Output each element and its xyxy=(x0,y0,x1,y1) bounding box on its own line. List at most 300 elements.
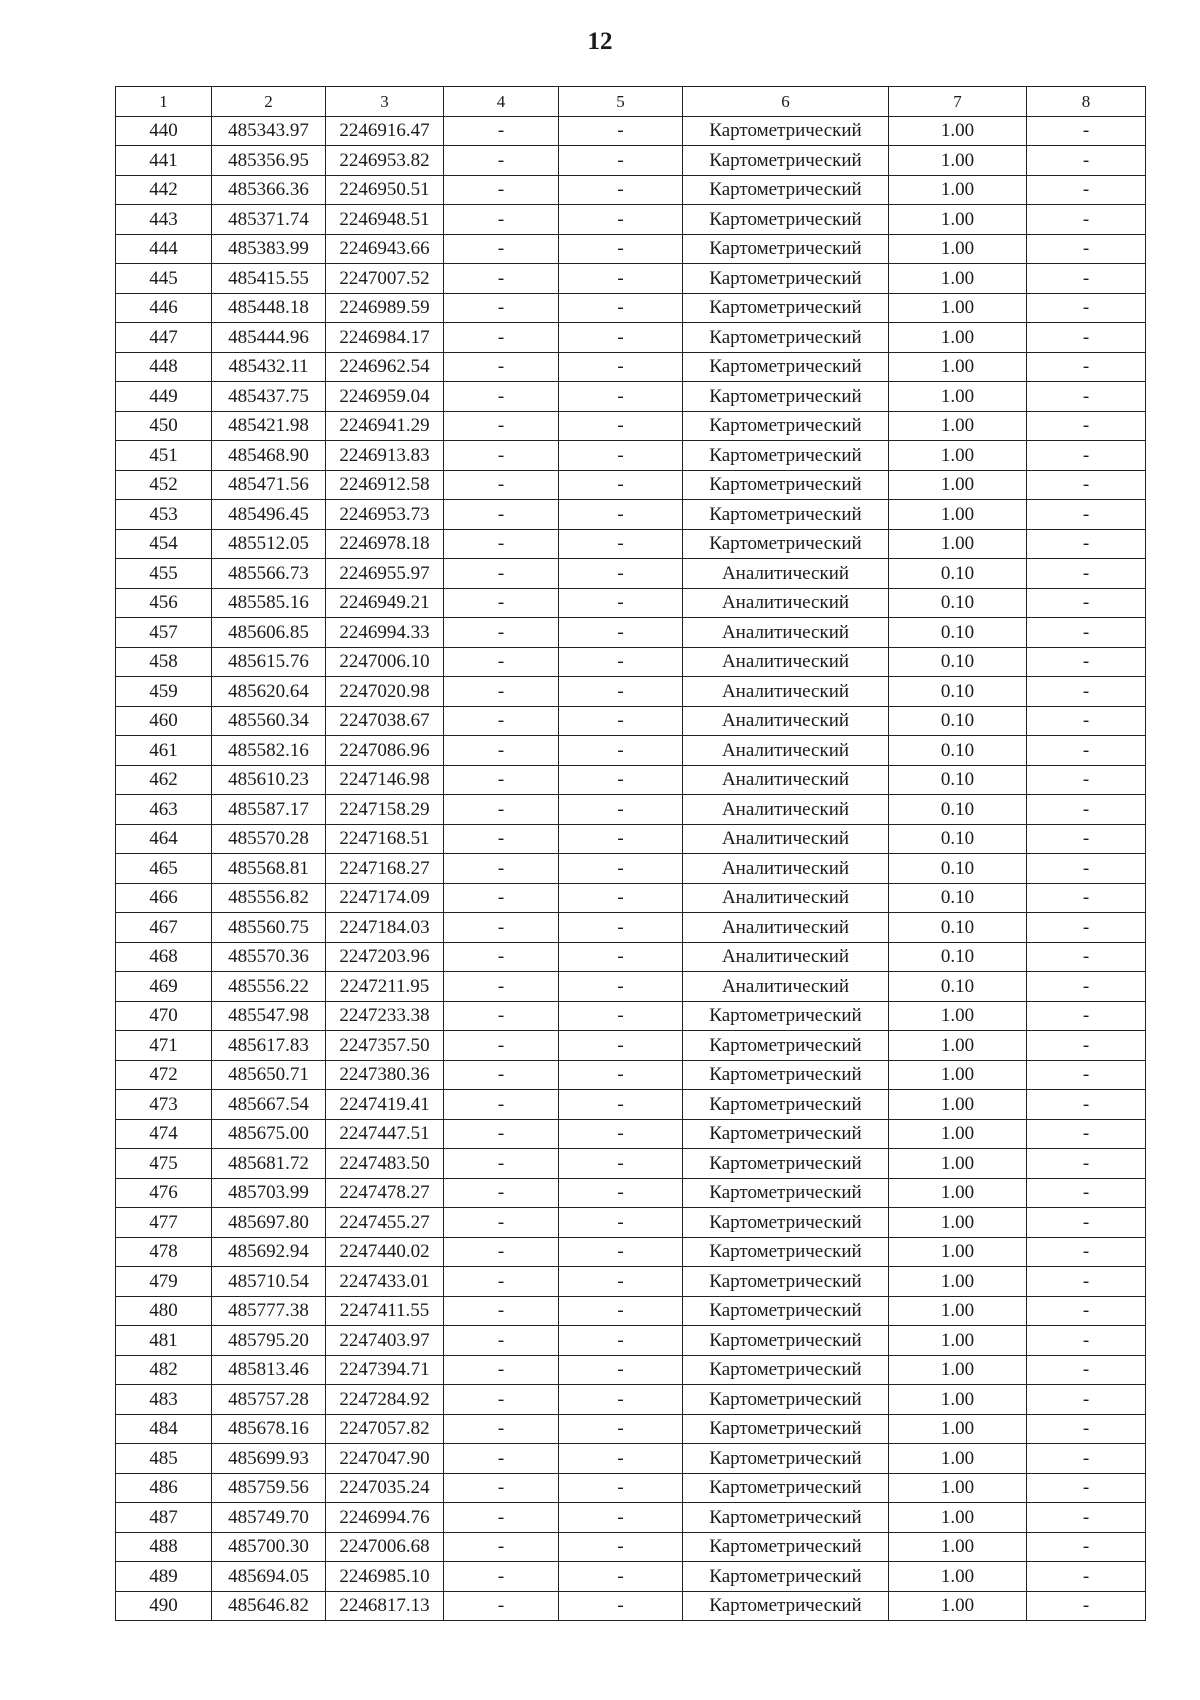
method-cell: Картометрический xyxy=(683,1503,889,1533)
table-row xyxy=(116,1591,1146,1621)
col-4-cell: - xyxy=(444,382,559,412)
col-4-cell: - xyxy=(444,470,559,500)
table-row xyxy=(116,441,1146,471)
col-4-cell: - xyxy=(444,736,559,766)
col-8-cell: - xyxy=(1027,1090,1146,1120)
table-row xyxy=(116,588,1146,618)
col-4-cell: - xyxy=(444,1385,559,1415)
x-coordinate: 485749.70 xyxy=(212,1503,326,1533)
point-number: 444 xyxy=(116,234,212,264)
col-5-cell: - xyxy=(559,1591,683,1621)
method-cell: Картометрический xyxy=(683,1532,889,1562)
table-row xyxy=(116,1385,1146,1415)
x-coordinate: 485556.82 xyxy=(212,883,326,913)
point-number: 443 xyxy=(116,205,212,235)
col-4-cell: - xyxy=(444,1473,559,1503)
col-8-cell: - xyxy=(1027,647,1146,677)
col-5-cell: - xyxy=(559,352,683,382)
col-8-cell: - xyxy=(1027,1473,1146,1503)
col-5-cell: - xyxy=(559,765,683,795)
y-coordinate: 2247411.55 xyxy=(326,1296,444,1326)
accuracy-cell: 0.10 xyxy=(889,913,1027,943)
point-number: 475 xyxy=(116,1149,212,1179)
point-number: 467 xyxy=(116,913,212,943)
table-row xyxy=(116,234,1146,264)
col-8-cell: - xyxy=(1027,736,1146,766)
method-cell: Аналитический xyxy=(683,706,889,736)
method-cell: Аналитический xyxy=(683,647,889,677)
col-8-cell: - xyxy=(1027,529,1146,559)
accuracy-cell: 1.00 xyxy=(889,382,1027,412)
col-4-cell: - xyxy=(444,293,559,323)
x-coordinate: 485383.99 xyxy=(212,234,326,264)
y-coordinate: 2247057.82 xyxy=(326,1414,444,1444)
x-coordinate: 485617.83 xyxy=(212,1031,326,1061)
col-4-cell: - xyxy=(444,1149,559,1179)
col-8-cell: - xyxy=(1027,1119,1146,1149)
table-row xyxy=(116,1149,1146,1179)
y-coordinate: 2246912.58 xyxy=(326,470,444,500)
col-4-cell: - xyxy=(444,529,559,559)
x-coordinate: 485813.46 xyxy=(212,1355,326,1385)
col-8-cell: - xyxy=(1027,677,1146,707)
method-cell: Картометрический xyxy=(683,411,889,441)
col-5-cell: - xyxy=(559,736,683,766)
accuracy-cell: 0.10 xyxy=(889,765,1027,795)
col-5-cell: - xyxy=(559,1178,683,1208)
method-cell: Картометрический xyxy=(683,1237,889,1267)
x-coordinate: 485415.55 xyxy=(212,264,326,294)
table-row xyxy=(116,352,1146,382)
accuracy-cell: 1.00 xyxy=(889,1562,1027,1592)
accuracy-cell: 1.00 xyxy=(889,293,1027,323)
col-4-cell: - xyxy=(444,500,559,530)
accuracy-cell: 1.00 xyxy=(889,116,1027,146)
method-cell: Картометрический xyxy=(683,264,889,294)
col-8-cell: - xyxy=(1027,352,1146,382)
col-8-cell: - xyxy=(1027,1001,1146,1031)
col-5-cell: - xyxy=(559,264,683,294)
method-cell: Картометрический xyxy=(683,441,889,471)
accuracy-cell: 1.00 xyxy=(889,205,1027,235)
column-header: 3 xyxy=(326,87,444,117)
col-4-cell: - xyxy=(444,323,559,353)
col-8-cell: - xyxy=(1027,1414,1146,1444)
accuracy-cell: 0.10 xyxy=(889,736,1027,766)
col-5-cell: - xyxy=(559,234,683,264)
y-coordinate: 2247174.09 xyxy=(326,883,444,913)
y-coordinate: 2247455.27 xyxy=(326,1208,444,1238)
col-5-cell: - xyxy=(559,500,683,530)
x-coordinate: 485570.28 xyxy=(212,824,326,854)
x-coordinate: 485366.36 xyxy=(212,175,326,205)
table-row xyxy=(116,1503,1146,1533)
y-coordinate: 2247038.67 xyxy=(326,706,444,736)
y-coordinate: 2246953.82 xyxy=(326,146,444,176)
accuracy-cell: 1.00 xyxy=(889,1503,1027,1533)
table-row xyxy=(116,205,1146,235)
point-number: 460 xyxy=(116,706,212,736)
x-coordinate: 485777.38 xyxy=(212,1296,326,1326)
col-5-cell: - xyxy=(559,1208,683,1238)
x-coordinate: 485757.28 xyxy=(212,1385,326,1415)
col-8-cell: - xyxy=(1027,618,1146,648)
point-number: 466 xyxy=(116,883,212,913)
y-coordinate: 2246994.33 xyxy=(326,618,444,648)
point-number: 484 xyxy=(116,1414,212,1444)
point-number: 488 xyxy=(116,1532,212,1562)
table-row xyxy=(116,1267,1146,1297)
table-row xyxy=(116,647,1146,677)
y-coordinate: 2247168.51 xyxy=(326,824,444,854)
method-cell: Картометрический xyxy=(683,1562,889,1592)
x-coordinate: 485606.85 xyxy=(212,618,326,648)
method-cell: Картометрический xyxy=(683,146,889,176)
x-coordinate: 485697.80 xyxy=(212,1208,326,1238)
col-4-cell: - xyxy=(444,1090,559,1120)
point-number: 474 xyxy=(116,1119,212,1149)
method-cell: Картометрический xyxy=(683,1001,889,1031)
method-cell: Картометрический xyxy=(683,382,889,412)
accuracy-cell: 1.00 xyxy=(889,264,1027,294)
x-coordinate: 485681.72 xyxy=(212,1149,326,1179)
column-header: 4 xyxy=(444,87,559,117)
col-5-cell: - xyxy=(559,795,683,825)
y-coordinate: 2247035.24 xyxy=(326,1473,444,1503)
point-number: 463 xyxy=(116,795,212,825)
col-4-cell: - xyxy=(444,116,559,146)
method-cell: Картометрический xyxy=(683,1031,889,1061)
col-5-cell: - xyxy=(559,411,683,441)
col-5-cell: - xyxy=(559,559,683,589)
col-8-cell: - xyxy=(1027,824,1146,854)
x-coordinate: 485448.18 xyxy=(212,293,326,323)
y-coordinate: 2247203.96 xyxy=(326,942,444,972)
x-coordinate: 485667.54 xyxy=(212,1090,326,1120)
x-coordinate: 485356.95 xyxy=(212,146,326,176)
x-coordinate: 485620.64 xyxy=(212,677,326,707)
y-coordinate: 2247478.27 xyxy=(326,1178,444,1208)
accuracy-cell: 1.00 xyxy=(889,234,1027,264)
x-coordinate: 485610.23 xyxy=(212,765,326,795)
point-number: 449 xyxy=(116,382,212,412)
x-coordinate: 485556.22 xyxy=(212,972,326,1002)
col-8-cell: - xyxy=(1027,942,1146,972)
table-row xyxy=(116,500,1146,530)
x-coordinate: 485512.05 xyxy=(212,529,326,559)
col-4-cell: - xyxy=(444,441,559,471)
col-5-cell: - xyxy=(559,1562,683,1592)
accuracy-cell: 1.00 xyxy=(889,1296,1027,1326)
accuracy-cell: 0.10 xyxy=(889,795,1027,825)
y-coordinate: 2247447.51 xyxy=(326,1119,444,1149)
col-8-cell: - xyxy=(1027,854,1146,884)
table-row xyxy=(116,854,1146,884)
table-row xyxy=(116,382,1146,412)
table-row xyxy=(116,529,1146,559)
table-row xyxy=(116,1355,1146,1385)
col-8-cell: - xyxy=(1027,1326,1146,1356)
point-number: 454 xyxy=(116,529,212,559)
col-8-cell: - xyxy=(1027,264,1146,294)
y-coordinate: 2246943.66 xyxy=(326,234,444,264)
table-row xyxy=(116,736,1146,766)
point-number: 452 xyxy=(116,470,212,500)
col-5-cell: - xyxy=(559,1237,683,1267)
table-row xyxy=(116,1296,1146,1326)
x-coordinate: 485759.56 xyxy=(212,1473,326,1503)
col-4-cell: - xyxy=(444,1503,559,1533)
table-row xyxy=(116,942,1146,972)
col-5-cell: - xyxy=(559,706,683,736)
col-5-cell: - xyxy=(559,146,683,176)
table-row xyxy=(116,293,1146,323)
point-number: 472 xyxy=(116,1060,212,1090)
method-cell: Картометрический xyxy=(683,1326,889,1356)
table-row xyxy=(116,146,1146,176)
table-body xyxy=(116,116,1146,1621)
y-coordinate: 2246913.83 xyxy=(326,441,444,471)
y-coordinate: 2247006.10 xyxy=(326,647,444,677)
x-coordinate: 485587.17 xyxy=(212,795,326,825)
col-8-cell: - xyxy=(1027,588,1146,618)
y-coordinate: 2246948.51 xyxy=(326,205,444,235)
col-4-cell: - xyxy=(444,588,559,618)
point-number: 480 xyxy=(116,1296,212,1326)
accuracy-cell: 1.00 xyxy=(889,470,1027,500)
accuracy-cell: 0.10 xyxy=(889,706,1027,736)
x-coordinate: 485795.20 xyxy=(212,1326,326,1356)
table-row xyxy=(116,795,1146,825)
x-coordinate: 485582.16 xyxy=(212,736,326,766)
point-number: 478 xyxy=(116,1237,212,1267)
col-8-cell: - xyxy=(1027,1267,1146,1297)
point-number: 485 xyxy=(116,1444,212,1474)
method-cell: Картометрический xyxy=(683,205,889,235)
table-row xyxy=(116,264,1146,294)
col-4-cell: - xyxy=(444,1562,559,1592)
method-cell: Картометрический xyxy=(683,500,889,530)
y-coordinate: 2247440.02 xyxy=(326,1237,444,1267)
method-cell: Аналитический xyxy=(683,618,889,648)
table-header-row xyxy=(116,87,1146,117)
col-8-cell: - xyxy=(1027,1237,1146,1267)
col-5-cell: - xyxy=(559,883,683,913)
accuracy-cell: 0.10 xyxy=(889,559,1027,589)
x-coordinate: 485468.90 xyxy=(212,441,326,471)
accuracy-cell: 1.00 xyxy=(889,1591,1027,1621)
point-number: 481 xyxy=(116,1326,212,1356)
col-8-cell: - xyxy=(1027,1562,1146,1592)
y-coordinate: 2247146.98 xyxy=(326,765,444,795)
col-4-cell: - xyxy=(444,1326,559,1356)
method-cell: Аналитический xyxy=(683,588,889,618)
col-8-cell: - xyxy=(1027,441,1146,471)
col-4-cell: - xyxy=(444,352,559,382)
accuracy-cell: 0.10 xyxy=(889,972,1027,1002)
col-4-cell: - xyxy=(444,234,559,264)
col-4-cell: - xyxy=(444,1532,559,1562)
method-cell: Аналитический xyxy=(683,559,889,589)
y-coordinate: 2247168.27 xyxy=(326,854,444,884)
accuracy-cell: 1.00 xyxy=(889,1208,1027,1238)
table-row xyxy=(116,618,1146,648)
method-cell: Картометрический xyxy=(683,1090,889,1120)
point-number: 441 xyxy=(116,146,212,176)
table-row xyxy=(116,677,1146,707)
table-row xyxy=(116,1562,1146,1592)
col-4-cell: - xyxy=(444,1444,559,1474)
table-row xyxy=(116,972,1146,1002)
point-number: 459 xyxy=(116,677,212,707)
method-cell: Картометрический xyxy=(683,1208,889,1238)
point-number: 461 xyxy=(116,736,212,766)
col-8-cell: - xyxy=(1027,883,1146,913)
col-4-cell: - xyxy=(444,1031,559,1061)
table-row xyxy=(116,1326,1146,1356)
point-number: 440 xyxy=(116,116,212,146)
method-cell: Картометрический xyxy=(683,1178,889,1208)
y-coordinate: 2246953.73 xyxy=(326,500,444,530)
col-5-cell: - xyxy=(559,205,683,235)
col-5-cell: - xyxy=(559,441,683,471)
table-row xyxy=(116,1178,1146,1208)
point-number: 470 xyxy=(116,1001,212,1031)
accuracy-cell: 0.10 xyxy=(889,588,1027,618)
method-cell: Аналитический xyxy=(683,883,889,913)
method-cell: Аналитический xyxy=(683,765,889,795)
x-coordinate: 485568.81 xyxy=(212,854,326,884)
accuracy-cell: 1.00 xyxy=(889,1119,1027,1149)
method-cell: Картометрический xyxy=(683,470,889,500)
method-cell: Картометрический xyxy=(683,175,889,205)
col-5-cell: - xyxy=(559,942,683,972)
col-5-cell: - xyxy=(559,824,683,854)
col-4-cell: - xyxy=(444,1178,559,1208)
y-coordinate: 2247158.29 xyxy=(326,795,444,825)
col-8-cell: - xyxy=(1027,323,1146,353)
table-row xyxy=(116,323,1146,353)
x-coordinate: 485694.05 xyxy=(212,1562,326,1592)
accuracy-cell: 1.00 xyxy=(889,1355,1027,1385)
col-4-cell: - xyxy=(444,706,559,736)
col-4-cell: - xyxy=(444,677,559,707)
col-4-cell: - xyxy=(444,824,559,854)
table-row xyxy=(116,913,1146,943)
accuracy-cell: 1.00 xyxy=(889,1444,1027,1474)
col-5-cell: - xyxy=(559,1031,683,1061)
x-coordinate: 485547.98 xyxy=(212,1001,326,1031)
method-cell: Картометрический xyxy=(683,116,889,146)
method-cell: Аналитический xyxy=(683,677,889,707)
accuracy-cell: 0.10 xyxy=(889,618,1027,648)
y-coordinate: 2247357.50 xyxy=(326,1031,444,1061)
point-number: 473 xyxy=(116,1090,212,1120)
col-5-cell: - xyxy=(559,382,683,412)
y-coordinate: 2247007.52 xyxy=(326,264,444,294)
col-5-cell: - xyxy=(559,1444,683,1474)
col-8-cell: - xyxy=(1027,765,1146,795)
col-4-cell: - xyxy=(444,1355,559,1385)
accuracy-cell: 1.00 xyxy=(889,323,1027,353)
y-coordinate: 2247284.92 xyxy=(326,1385,444,1415)
table-row xyxy=(116,116,1146,146)
table-row xyxy=(116,1414,1146,1444)
accuracy-cell: 1.00 xyxy=(889,1001,1027,1031)
x-coordinate: 485585.16 xyxy=(212,588,326,618)
col-8-cell: - xyxy=(1027,706,1146,736)
accuracy-cell: 1.00 xyxy=(889,352,1027,382)
col-8-cell: - xyxy=(1027,146,1146,176)
accuracy-cell: 0.10 xyxy=(889,647,1027,677)
accuracy-cell: 1.00 xyxy=(889,1532,1027,1562)
accuracy-cell: 1.00 xyxy=(889,1326,1027,1356)
x-coordinate: 485615.76 xyxy=(212,647,326,677)
col-8-cell: - xyxy=(1027,116,1146,146)
y-coordinate: 2246959.04 xyxy=(326,382,444,412)
point-number: 476 xyxy=(116,1178,212,1208)
col-4-cell: - xyxy=(444,618,559,648)
accuracy-cell: 1.00 xyxy=(889,1385,1027,1415)
col-8-cell: - xyxy=(1027,1444,1146,1474)
method-cell: Аналитический xyxy=(683,824,889,854)
col-4-cell: - xyxy=(444,1237,559,1267)
accuracy-cell: 1.00 xyxy=(889,146,1027,176)
point-number: 483 xyxy=(116,1385,212,1415)
point-number: 464 xyxy=(116,824,212,854)
col-8-cell: - xyxy=(1027,795,1146,825)
method-cell: Аналитический xyxy=(683,736,889,766)
page-number: 12 xyxy=(587,28,613,55)
table-row xyxy=(116,1473,1146,1503)
table-row xyxy=(116,1444,1146,1474)
point-number: 477 xyxy=(116,1208,212,1238)
point-number: 446 xyxy=(116,293,212,323)
point-number: 490 xyxy=(116,1591,212,1621)
col-5-cell: - xyxy=(559,1090,683,1120)
col-8-cell: - xyxy=(1027,1060,1146,1090)
table-row xyxy=(116,1119,1146,1149)
accuracy-cell: 1.00 xyxy=(889,500,1027,530)
y-coordinate: 2247233.38 xyxy=(326,1001,444,1031)
col-5-cell: - xyxy=(559,470,683,500)
table-row xyxy=(116,1031,1146,1061)
method-cell: Картометрический xyxy=(683,1149,889,1179)
col-5-cell: - xyxy=(559,647,683,677)
x-coordinate: 485343.97 xyxy=(212,116,326,146)
y-coordinate: 2246994.76 xyxy=(326,1503,444,1533)
method-cell: Картометрический xyxy=(683,1385,889,1415)
column-header: 5 xyxy=(559,87,683,117)
point-number: 456 xyxy=(116,588,212,618)
table-row xyxy=(116,1060,1146,1090)
col-5-cell: - xyxy=(559,913,683,943)
method-cell: Картометрический xyxy=(683,1296,889,1326)
col-8-cell: - xyxy=(1027,913,1146,943)
y-coordinate: 2246950.51 xyxy=(326,175,444,205)
method-cell: Картометрический xyxy=(683,352,889,382)
col-4-cell: - xyxy=(444,854,559,884)
method-cell: Аналитический xyxy=(683,942,889,972)
col-5-cell: - xyxy=(559,1001,683,1031)
y-coordinate: 2247419.41 xyxy=(326,1090,444,1120)
x-coordinate: 485692.94 xyxy=(212,1237,326,1267)
col-5-cell: - xyxy=(559,529,683,559)
col-5-cell: - xyxy=(559,1355,683,1385)
y-coordinate: 2247211.95 xyxy=(326,972,444,1002)
point-number: 489 xyxy=(116,1562,212,1592)
x-coordinate: 485703.99 xyxy=(212,1178,326,1208)
